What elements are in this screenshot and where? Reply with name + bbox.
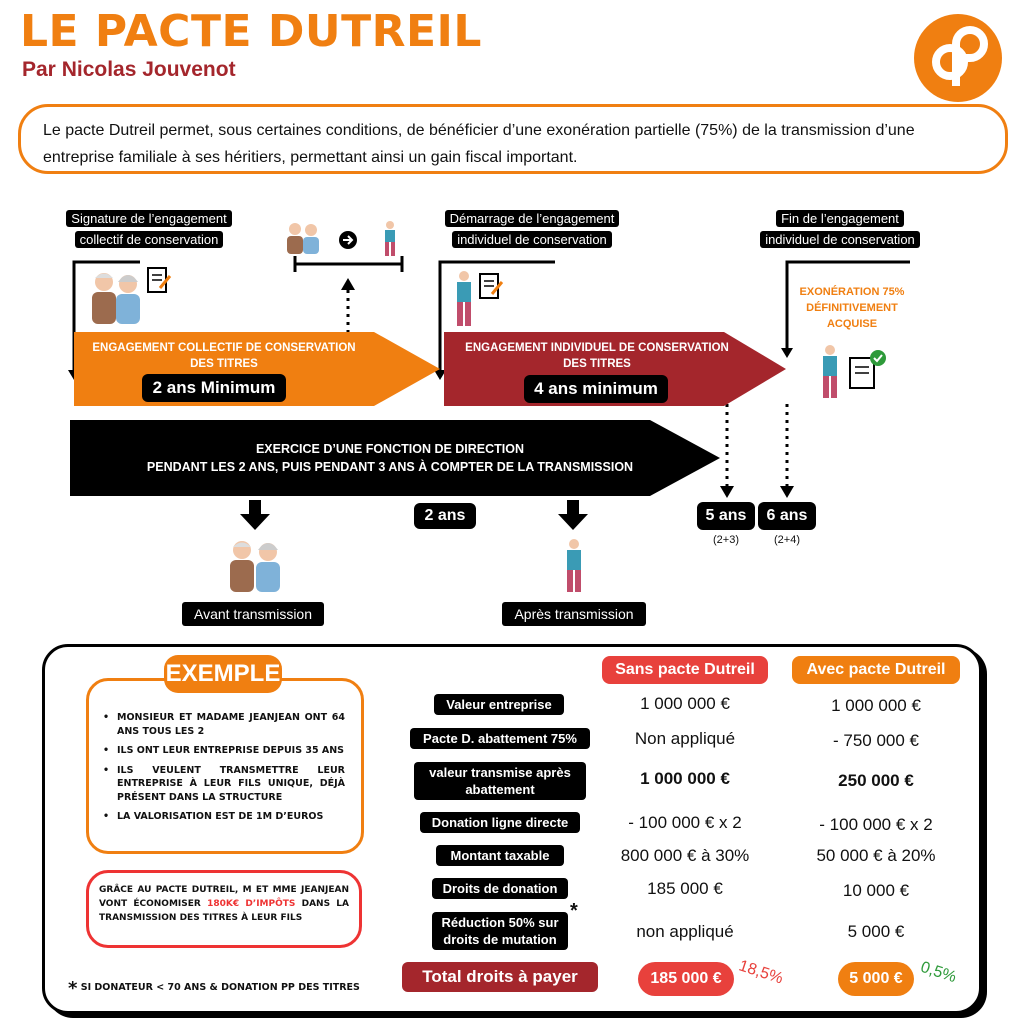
list-item: • ILS VEULENT TRANSMETTRE LEUR ENTREPRISE À LEUR FILS UNIQUE, DÉJÀ PRÉSENT DANS LA STRUCTURE xyxy=(103,764,345,805)
label-fin: Fin de l’engagement individuel de conservation xyxy=(752,208,928,250)
total-label: Total droits à payer xyxy=(402,962,598,992)
total-avec-pill: 5 000 € xyxy=(838,962,914,996)
duration-pill-2ans-min: 2 ans Minimum xyxy=(142,374,286,402)
row-label: valeur transmise après abattement xyxy=(414,762,586,800)
young-man-icon xyxy=(562,538,586,594)
cell-avec: 10 000 € xyxy=(842,881,910,900)
pct-avec: 0,5% xyxy=(918,958,959,987)
bar1-label: ENGAGEMENT COLLECTIF DE CONSERVATION DES TITRES xyxy=(92,342,356,370)
row-label: Montant taxable xyxy=(436,845,564,866)
list-item: • MONSIEUR ET MADAME JEANJEAN ONT 64 ANS TOUS LES 2 xyxy=(103,711,345,738)
young-man-icon xyxy=(452,270,476,328)
cell-avec: - 100 000 € x 2 xyxy=(819,815,933,834)
label-demarrage: Démarrage de l’engagement individuel de conservation xyxy=(436,208,628,250)
col-header-avec: Avec pacte Dutreil xyxy=(792,656,960,684)
cell-avec: 50 000 € à 20% xyxy=(816,846,936,865)
cell-sans: non appliqué xyxy=(636,922,734,941)
asterisk: * xyxy=(570,900,578,922)
pill-2-ans: 2 ans xyxy=(414,503,476,529)
cell-sans: 1 000 000 € xyxy=(640,769,730,788)
col-header-sans: Sans pacte Dutreil xyxy=(602,656,768,684)
list-item: • LA VALORISATION EST DE 1M D’EUROS xyxy=(103,810,345,824)
seniors-icon xyxy=(220,540,290,592)
document-icon xyxy=(478,272,504,302)
pct-sans: 18,5% xyxy=(736,957,786,988)
cell-sans: Non appliqué xyxy=(634,729,736,748)
bar3-label: EXERCICE D’UNE FONCTION DE DIRECTION PENDANT LES 2 ANS, PUIS PENDANT 3 ANS À COMPTER DE LA TRANSMISSION xyxy=(146,442,634,474)
page-title: LE PACTE DUTREIL xyxy=(20,6,482,57)
young-man-icon xyxy=(380,220,400,258)
cell-avec: 1 000 000 € xyxy=(831,696,921,715)
cell-sans: 800 000 € à 30% xyxy=(620,846,750,865)
row-label: Réduction 50% sur droits de mutation xyxy=(432,912,568,950)
saving-box: GRÂCE AU PACTE DUTREIL, M ET MME JEANJEAN VONT ÉCONOMISER 180K€ D’IMPÔTS DANS LA TRANSMISSION DES TITRES À LEUR FILS xyxy=(86,870,362,948)
young-man-icon xyxy=(818,344,842,400)
document-icon xyxy=(146,266,172,296)
exoneration-text: EXONÉRATION 75% DÉFINITIVEMENT ACQUISE xyxy=(799,286,905,330)
cell-avec: 5 000 € xyxy=(847,922,905,941)
row-label: Donation ligne directe xyxy=(420,812,580,833)
footnote: * SI DONATEUR < 70 ANS & DONATION PP DES TITRES xyxy=(68,978,360,999)
seniors-icon xyxy=(84,270,148,326)
row-label: Pacte D. abattement 75% xyxy=(410,728,590,749)
cell-sans: - 100 000 € x 2 xyxy=(628,813,742,832)
total-sans-pill: 185 000 € xyxy=(638,962,734,996)
label-avant-transmission: Avant transmission xyxy=(182,602,324,626)
pill-6-ans: 6 ans xyxy=(758,502,816,530)
example-box xyxy=(86,678,364,854)
cell-sans: 185 000 € xyxy=(647,879,723,898)
cell-avec: 250 000 € xyxy=(838,771,914,790)
row-label: Valeur entreprise xyxy=(434,694,564,715)
cell-avec: - 750 000 € xyxy=(832,731,919,750)
seniors-icon xyxy=(283,222,323,254)
row-label: Droits de donation xyxy=(432,878,568,899)
arrow-right-icon xyxy=(338,230,358,250)
bar2-label: ENGAGEMENT INDIVIDUEL DE CONSERVATION DES TITRES xyxy=(465,342,729,370)
duration-pill-4ans-min: 4 ans minimum xyxy=(524,375,668,403)
list-item: • ILS ONT LEUR ENTREPRISE DEPUIS 35 ANS xyxy=(103,744,345,758)
document-check-icon xyxy=(846,348,888,392)
intro-text: Le pacte Dutreil permet, sous certaines conditions, de bénéficier d’une exonération partielle (75%) de la transmission d’une entreprise familiale à ses héritiers, permettant ainsi un gain fiscal important. xyxy=(18,104,1008,174)
example-title: EXEMPLE xyxy=(164,655,282,693)
pill-5-ans: 5 ans xyxy=(697,502,755,530)
label-signature: Signature de l’engagement collectif de conservation xyxy=(58,208,240,250)
label-apres-transmission: Après transmission xyxy=(502,602,646,626)
note-6-ans: (2+4) xyxy=(774,534,800,546)
cell-sans: 1 000 000 € xyxy=(640,694,730,713)
note-5-ans: (2+3) xyxy=(713,534,739,546)
page-subtitle: Par Nicolas Jouvenot xyxy=(22,58,236,81)
